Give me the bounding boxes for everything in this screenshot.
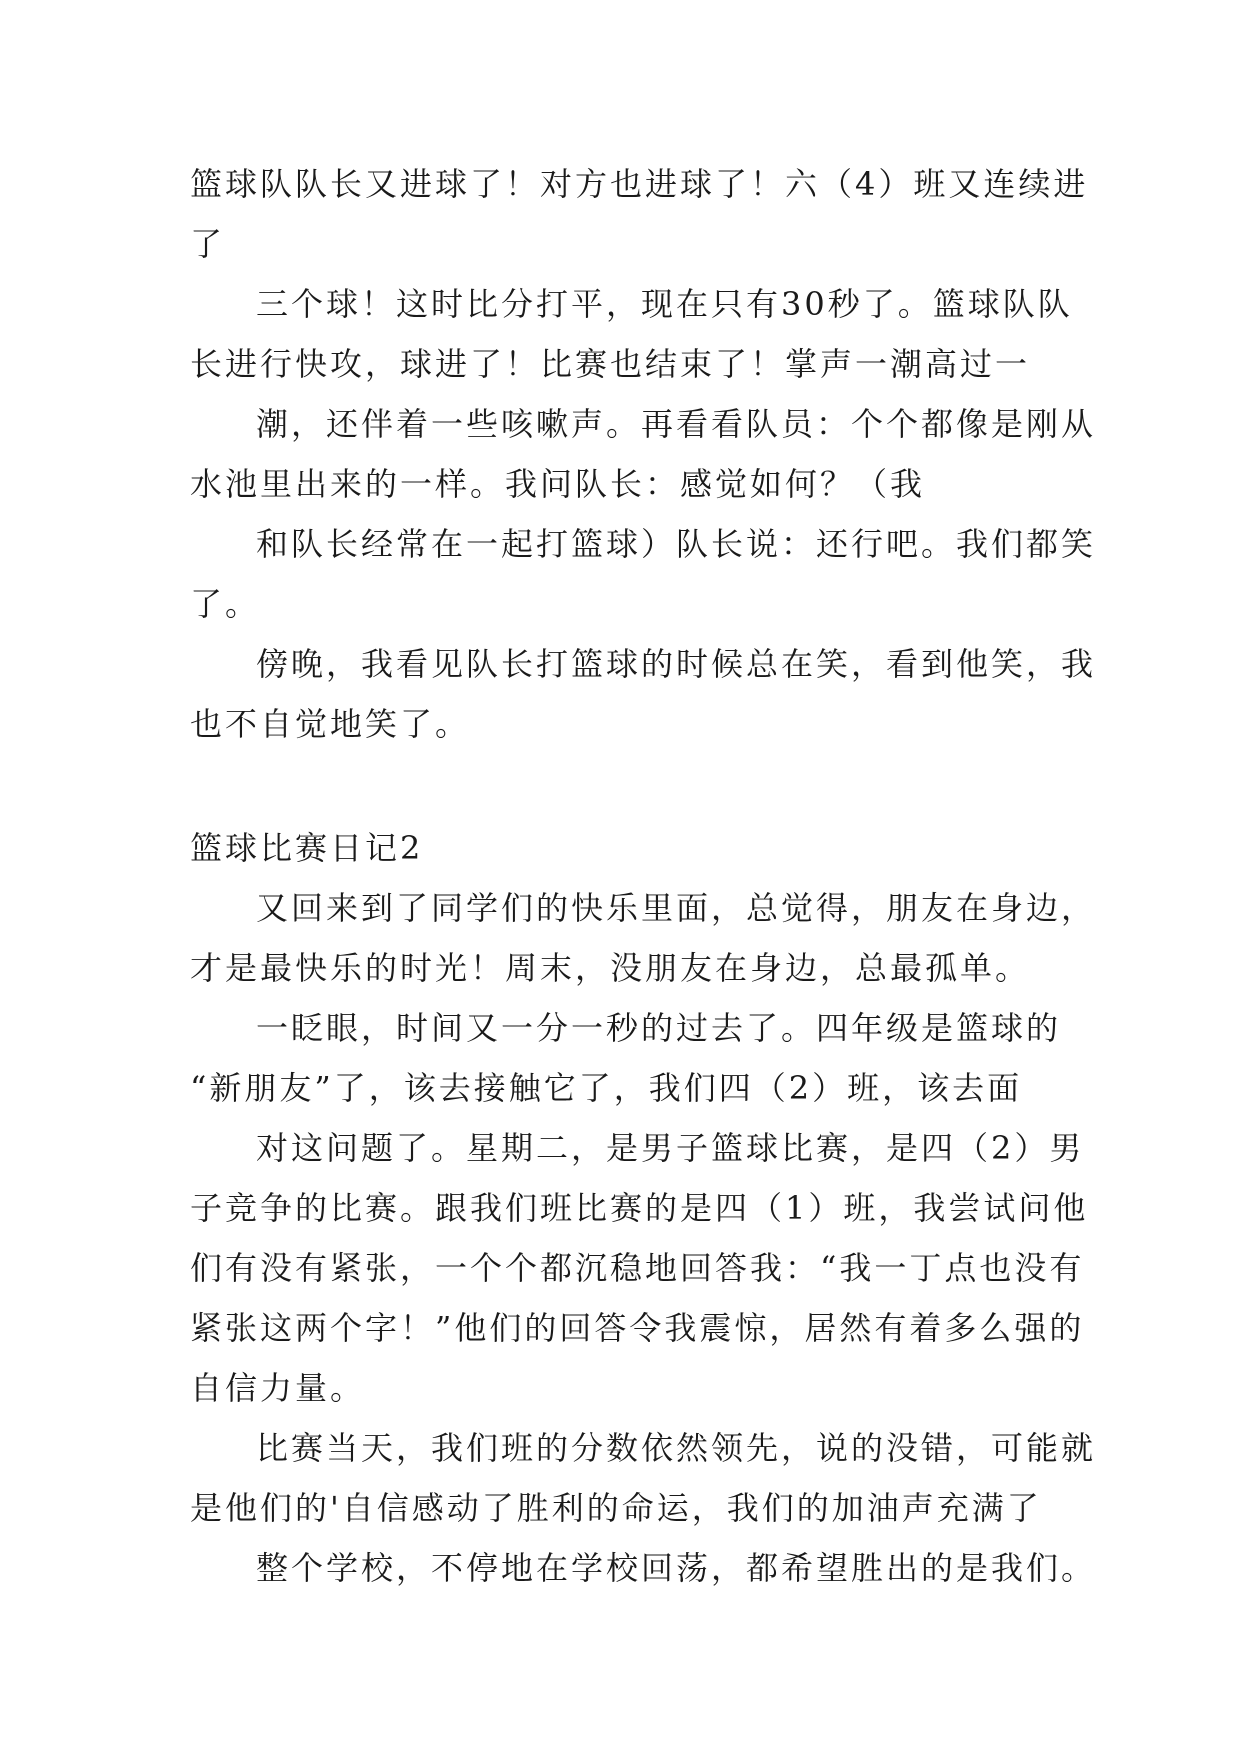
paragraph-line: 也不自觉地笑了。 [190,705,471,743]
paragraph-line: 紧张这两个字！”他们的回答令我震惊，居然有着多么强的 [190,1309,1085,1347]
paragraph-line: 了 [190,225,226,263]
paragraph-line: 子竞争的比赛。跟我们班比赛的是四（1）班，我尝试问他 [190,1189,1089,1227]
paragraph-line: 篮球队队长又进球了！对方也进球了！六（4）班又连续进 [190,165,1089,203]
paragraph-line: 们有没有紧张，一个个都沉稳地回答我：“我一丁点也没有 [190,1249,1085,1287]
section-title: 篮球比赛日记2 [190,829,424,867]
paragraph-line: 长进行快攻，球进了！比赛也结束了！掌声一潮高过一 [190,345,1031,383]
paragraph-line: 又回来到了同学们的快乐里面，总觉得，朋友在身边， [256,889,1097,927]
paragraph-line: 和队长经常在一起打篮球）队长说：还行吧。我们都笑 [256,525,1097,563]
paragraph-line: 对这问题了。星期二，是男子篮球比赛，是四（2）男 [256,1129,1085,1167]
paragraph-line: “新朋友”了，该去接触它了，我们四（2）班，该去面 [190,1069,1023,1107]
paragraph-line: 水池里出来的一样。我问队长：感觉如何？（我 [190,465,926,503]
paragraph-line: 才是最快乐的时光！周末，没朋友在身边，总最孤单。 [190,949,1031,987]
paragraph-line: 自信力量。 [190,1369,366,1407]
paragraph-line: 整个学校，不停地在学校回荡，都希望胜出的是我们。 [256,1549,1097,1587]
paragraph-line: 是他们的'自信感动了胜利的命运，我们的加油声充满了 [190,1489,1042,1527]
paragraph-line: 潮，还伴着一些咳嗽声。再看看队员：个个都像是刚从 [256,405,1097,443]
paragraph-line: 一眨眼，时间又一分一秒的过去了。四年级是篮球的 [256,1009,1062,1047]
paragraph-line: 比赛当天，我们班的分数依然领先，说的没错，可能就 [256,1429,1097,1467]
paragraph-line: 三个球！这时比分打平，现在只有30秒了。篮球队队 [256,285,1073,323]
paragraph-line: 傍晚，我看见队长打篮球的时候总在笑，看到他笑，我 [256,645,1097,683]
paragraph-line: 了。 [190,585,261,623]
